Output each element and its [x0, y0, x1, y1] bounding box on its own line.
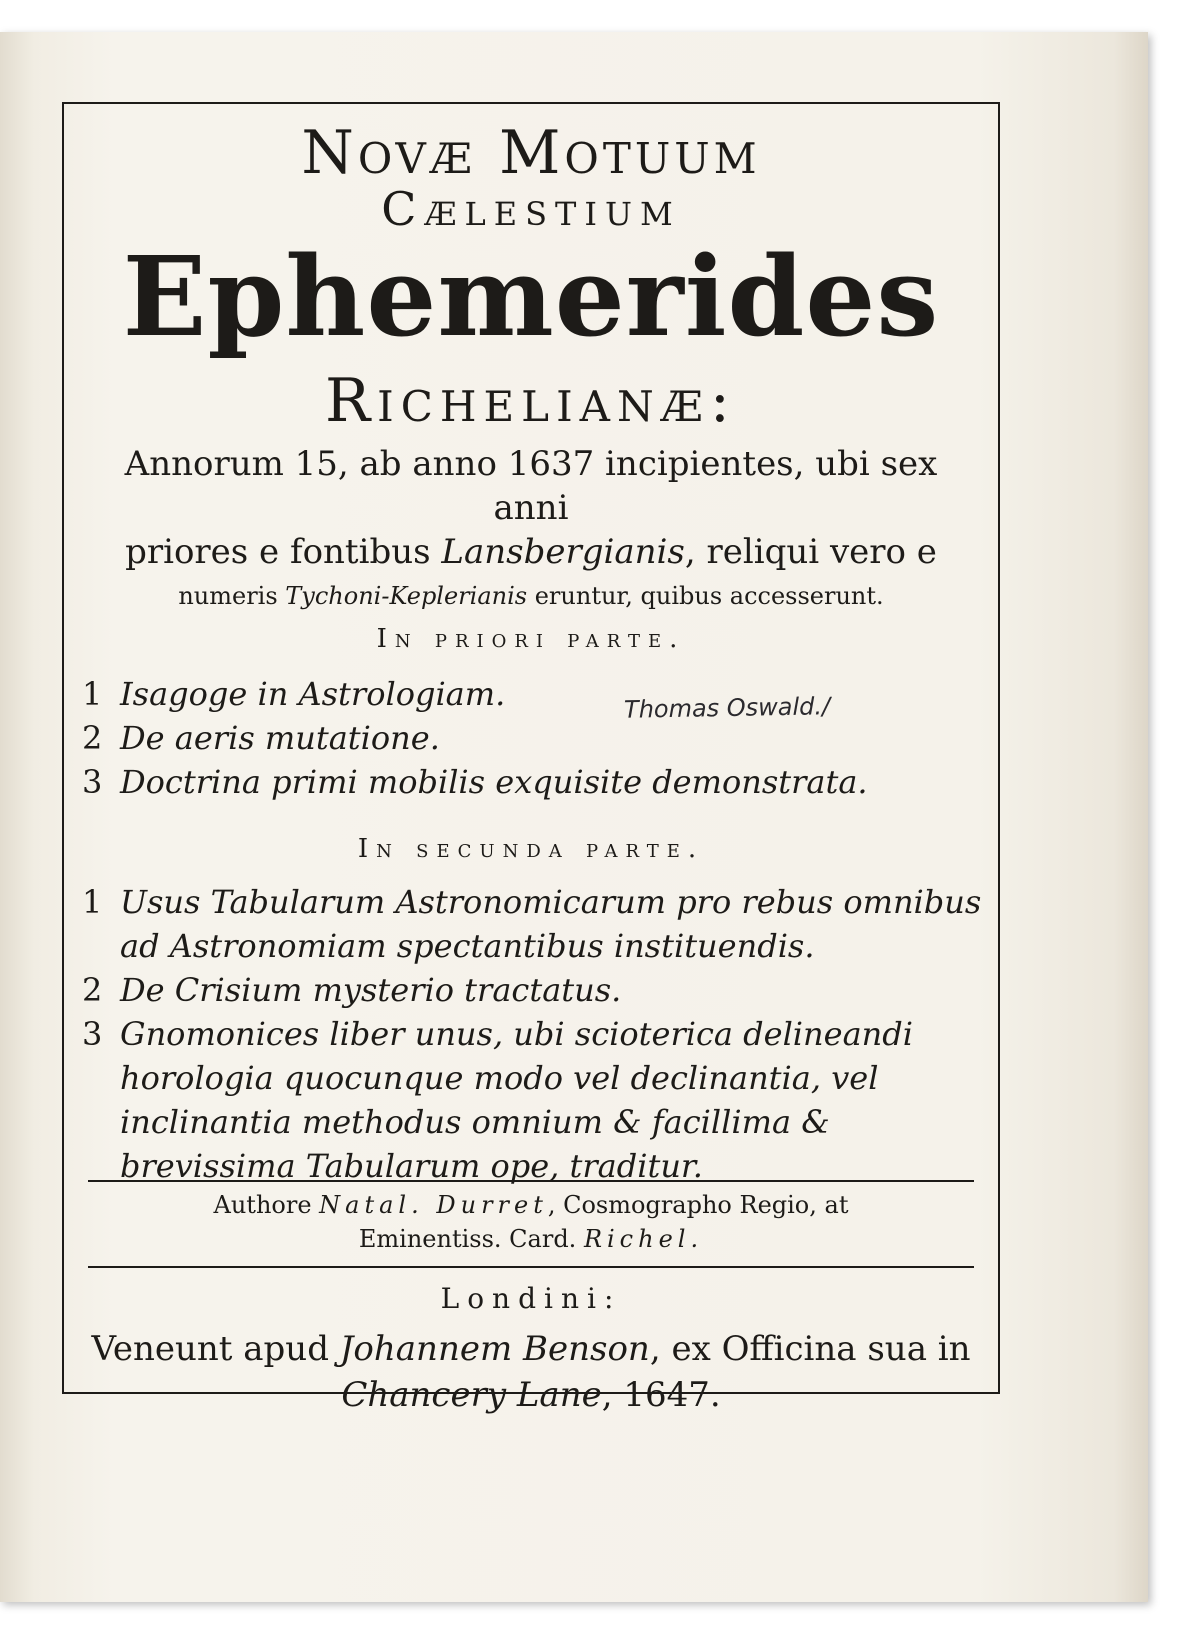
item-text: Isagoge in Astrologiam.: [120, 675, 506, 713]
part-one-list: [82, 672, 984, 804]
imprint-date: , 1647.: [601, 1375, 721, 1415]
author-line-2: [64, 1222, 998, 1256]
author-name: Natal. Durret: [319, 1191, 548, 1219]
list-item: [82, 760, 984, 804]
title-line-1: Novæ Motuum: [301, 118, 761, 188]
item-text: De Crisium mysterio tractatus.: [120, 971, 622, 1009]
subtitle: [64, 442, 998, 618]
part-one-heading: In priori parte.: [376, 624, 686, 654]
part-two-list: [82, 880, 984, 1188]
imprint-text: Veneunt apud: [91, 1329, 340, 1369]
divider: [88, 1180, 974, 1182]
imprint-place: Londini:: [440, 1282, 622, 1315]
item-text: De aeris mutatione.: [120, 719, 440, 757]
author-text: Eminentiss. Card.: [358, 1225, 584, 1253]
subtitle-text: , reliqui vero e: [684, 532, 937, 572]
handwritten-signature: Thomas Oswald./: [623, 692, 831, 724]
list-item: [82, 968, 984, 1012]
item-text: Gnomonices liber unus, ubi scioterica delineandi horologia quocunque modo vel declinantia, vel inclinantia methodus omnium & facillima & brevissima Tabularum ope, traditur.: [120, 1015, 913, 1185]
imprint-address: Chancery Lane: [341, 1375, 602, 1415]
list-item: [82, 880, 984, 968]
title-line-2: Cælestium: [381, 182, 681, 236]
item-text: Usus Tabularum Astronomicarum pro rebus omnibus ad Astronomiam spectantibus instituendis.: [120, 883, 982, 965]
imprint-text: , ex Officina sua in: [649, 1329, 971, 1369]
title-page-frame: [62, 102, 1000, 1415]
book-page: [0, 32, 1148, 1602]
divider: [88, 1266, 974, 1268]
patron-name: Richel.: [583, 1225, 704, 1253]
item-number: 2: [82, 719, 103, 757]
publisher-name: Johannem Benson: [339, 1329, 650, 1369]
title-line-3: Ephemerides: [122, 232, 940, 361]
subtitle-line-1: Annorum 15, ab anno 1637 incipientes, ubi sex anni: [124, 444, 938, 528]
imprint-publisher: [64, 1326, 998, 1418]
author-text: , Cosmographo Regio, at: [547, 1191, 849, 1219]
subtitle-text: eruntur, quibus accesserunt.: [527, 582, 884, 610]
part-two-heading: In secunda parte.: [357, 834, 705, 864]
list-item: [82, 716, 984, 760]
item-number: 3: [82, 763, 103, 801]
subtitle-italic: Lansbergianis: [441, 532, 685, 572]
item-number: 3: [82, 1015, 103, 1053]
author-text: Authore: [213, 1191, 320, 1219]
title-line-4: Richelianæ:: [324, 366, 737, 436]
list-item: [82, 672, 984, 716]
subtitle-text: priores e fontibus: [125, 532, 442, 572]
item-number: 2: [82, 971, 103, 1009]
item-text: Doctrina primi mobilis exquisite demonstrata.: [120, 763, 868, 801]
list-item: [82, 1012, 984, 1188]
imprint-line-2: [64, 1372, 998, 1418]
subtitle-line-3: [82, 574, 980, 618]
item-number: 1: [82, 675, 103, 713]
item-number: 1: [82, 883, 103, 921]
author-statement: [64, 1188, 998, 1256]
subtitle-text: numeris: [178, 582, 286, 610]
author-line-1: [64, 1188, 998, 1222]
imprint-line-1: [64, 1326, 998, 1372]
subtitle-line-2: [82, 530, 980, 574]
subtitle-italic: Tychoni-Keplerianis: [285, 582, 528, 610]
